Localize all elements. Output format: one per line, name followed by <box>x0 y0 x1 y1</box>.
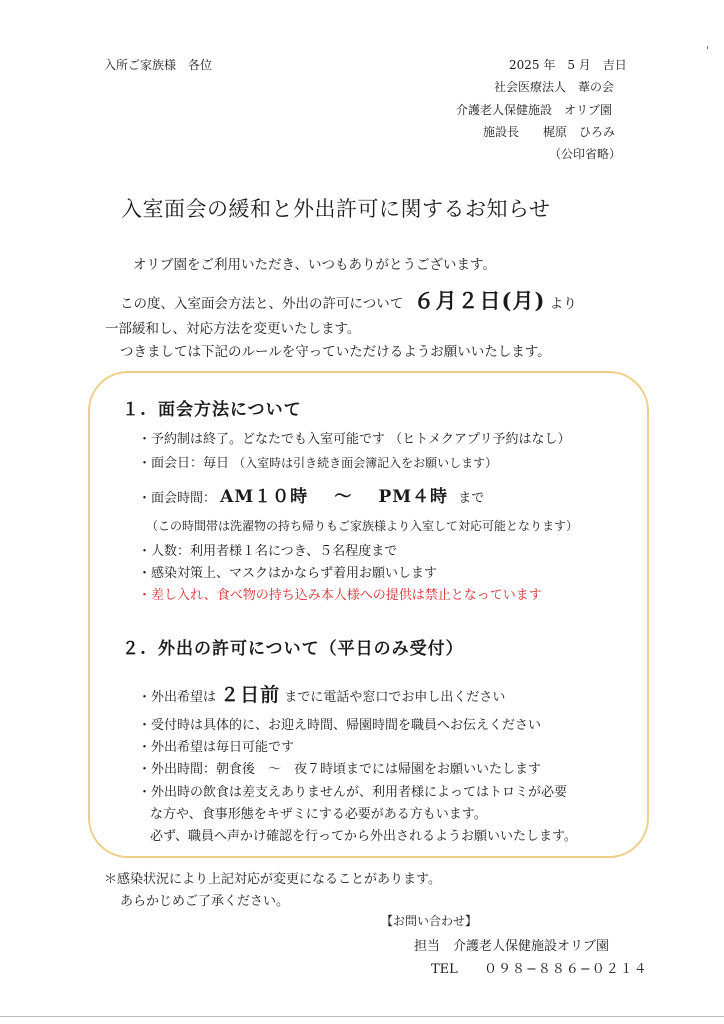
outing-request-suffix: までに電話や窓口でお申し出ください <box>284 690 506 705</box>
contact-tel <box>431 958 648 977</box>
visitor-count-rule: ・人数：利用者様１名につき、５名程度まで <box>138 544 398 559</box>
issue-date: 2025 年 5 月 吉日 <box>509 58 627 72</box>
tel-label: TEL <box>431 962 458 977</box>
page-title: 入室面会の緩和と外出許可に関するお知らせ <box>121 197 551 221</box>
director-name: 施設長 梶原 ひろみ <box>483 125 616 139</box>
section1-heading <box>122 395 302 420</box>
visit-hours-label: ・面会時間： <box>138 491 217 506</box>
visit-hours-rule <box>138 482 484 507</box>
change-notice-apology: あらかじめご了承ください。 <box>120 894 290 909</box>
addressee: 入所ご家族様 各位 <box>104 58 213 72</box>
visit-hours-end: PM４時 <box>378 487 449 507</box>
visit-hours-start: AM１０時 <box>220 487 309 507</box>
outing-food-rule-line3: 必ず、職員へ声かけ確認を行ってから外出されるようお願いいたします。 <box>150 829 577 844</box>
outing-food-rule-line2: な方や、食事形態をキザミにする必要がある方もいます。 <box>150 807 487 822</box>
visit-reservation-rule: ・予約制は終了。どなたでも入室可能です （ヒトメクアプリ予約はなし） <box>138 432 571 447</box>
facility-name: 介護老人保健施設 オリブ園 <box>456 103 613 117</box>
visit-hours-suffix: まで <box>458 491 485 506</box>
corner-mark: ' <box>706 44 710 57</box>
outing-hours-rule: ・外出時間：朝食後 〜 夜７時頃までには帰園をお願いいたします <box>138 762 542 777</box>
intro-greeting: オリブ園をご利用いただき、いつもありがとうございます。 <box>133 257 496 273</box>
outing-request-prefix: ・外出希望は <box>138 690 217 705</box>
intro-change-line <box>120 285 577 315</box>
effective-date: ６月２日(月) <box>413 288 546 313</box>
organization-name: 社会医療法人 葦の会 <box>494 80 615 94</box>
section1-title: 面会方法について <box>158 400 302 420</box>
section2-title: 外出の許可について（平日のみ受付） <box>158 639 464 659</box>
outing-reception-rule: ・受付時は具体的に、お迎え時間、帰園時間を職員へお伝えください <box>138 718 542 733</box>
section1-number: １. <box>122 400 147 420</box>
intro-change-text: この度、入室面会方法と、外出の許可について <box>120 296 404 312</box>
visit-hours-tilde: 〜 <box>334 487 353 507</box>
visit-hours-note: （この時間帯は洗濯物の持ち帰りもご家族様より入室して対応可能となります） <box>146 519 579 533</box>
outing-request-deadline: ２日前 <box>220 684 281 706</box>
contact-person: 担当 介護老人保健施設オリブ園 <box>414 939 610 954</box>
tel-number: ０９８−８８６−０２１４ <box>483 962 648 977</box>
seal-omitted-note: （公印省略） <box>549 147 622 161</box>
outing-daily-rule: ・外出希望は毎日可能です <box>138 740 295 755</box>
intro-change-suffix: より <box>549 296 577 312</box>
food-prohibition-rule: ・差し入れ、食べ物の持ち込み本人様への提供は禁止となっています <box>138 588 542 603</box>
intro-partial-relax: 一部緩和し、対応方法を変更いたします。 <box>105 321 361 337</box>
outing-food-rule-line1: ・外出時の飲食は差支えありませんが、利用者様によってはトロミが必要 <box>138 785 568 800</box>
visit-days-note: （入室時は引き続き面会簿記入をお願いします） <box>233 456 498 470</box>
scan-edge-divider <box>0 1016 724 1017</box>
change-notice: ＊感染状況により上記対応が変更になることがあります。 <box>104 872 441 887</box>
mask-rule: ・感染対策上、マスクはかならず着用お願いします <box>138 566 438 581</box>
section2-heading <box>122 634 464 659</box>
contact-heading: 【お問い合わせ】 <box>381 914 478 928</box>
outing-request-rule <box>138 680 505 707</box>
visit-days-text: ・面会日：毎日 <box>138 456 230 471</box>
visit-days-rule <box>138 452 497 471</box>
intro-request: つきましては下記のルールを守っていただけるようお願いいたします。 <box>120 344 551 360</box>
section2-number: ２. <box>122 639 147 659</box>
